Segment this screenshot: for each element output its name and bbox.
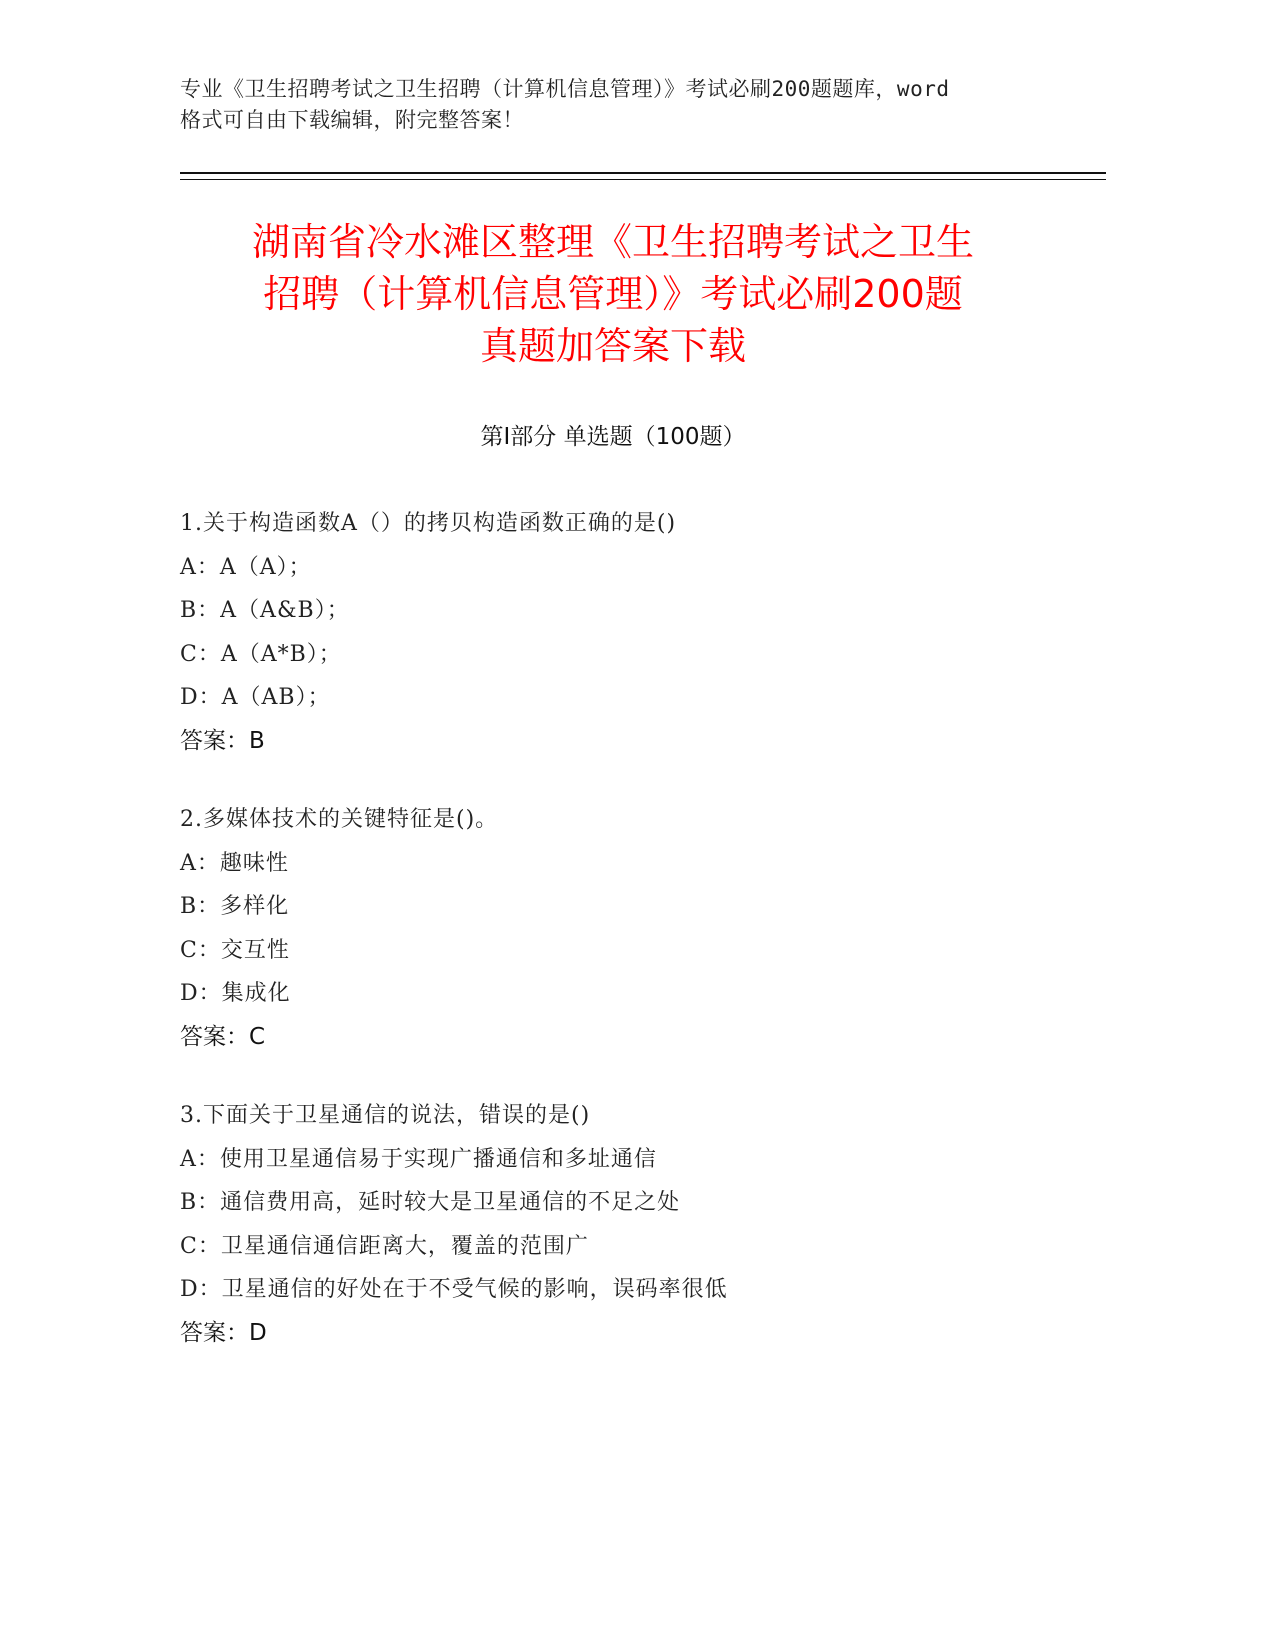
header-rule-thick — [180, 172, 1106, 174]
option-c: C：A（A*B）； — [180, 641, 342, 667]
option-d: D：A（AB）； — [180, 685, 331, 710]
title-line-1: 湖南省冷水滩区整理《卫生招聘考试之卫生 — [251, 220, 974, 264]
option-c: C：卫星通信通信距离大，覆盖的范围广 — [180, 1233, 589, 1259]
question-list — [180, 502, 1080, 1390]
question-1 — [180, 502, 1080, 763]
answer-line: 答案：C — [180, 1023, 266, 1050]
document-title — [180, 216, 1046, 372]
section-heading: 第Ⅰ部分 单选题（100题） — [480, 424, 746, 450]
title-line-3: 真题加答案下载 — [479, 324, 746, 368]
title-line-2: 招聘（计算机信息管理）》考试必刷200题 — [263, 272, 963, 316]
option-a: A：A（A）； — [180, 554, 312, 580]
answer-line: 答案：B — [180, 727, 265, 754]
option-d: D：卫星通信的好处在于不受气候的影响，误码率很低 — [180, 1277, 728, 1302]
header-note-line-1: 专业《卫生招聘考试之卫生招聘（计算机信息管理）》考试必刷200题题库，word — [180, 77, 950, 101]
option-b: B：多样化 — [180, 894, 290, 919]
option-a: A：使用卫星通信易于实现广播通信和多址通信 — [180, 1146, 657, 1172]
question-2 — [180, 798, 1080, 1059]
option-a: A：趣味性 — [180, 850, 289, 876]
answer-line: 答案：D — [180, 1319, 267, 1346]
option-b: B：A（A&B）； — [180, 598, 350, 623]
question-stem: 2.多媒体技术的关键特征是()。 — [180, 807, 499, 832]
header-note — [180, 74, 1060, 136]
question-stem: 3.下面关于卫星通信的说法，错误的是() — [180, 1103, 591, 1128]
option-c: C：交互性 — [180, 937, 290, 963]
option-d: D：集成化 — [180, 981, 291, 1006]
option-b: B：通信费用高，延时较大是卫星通信的不足之处 — [180, 1190, 681, 1215]
header-note-line-2: 格式可自由下载编辑，附完整答案！ — [180, 108, 524, 132]
question-stem: 1.关于构造函数A（）的拷贝构造函数正确的是() — [180, 511, 677, 536]
header-rule-thin — [180, 179, 1106, 180]
question-3 — [180, 1094, 1080, 1355]
